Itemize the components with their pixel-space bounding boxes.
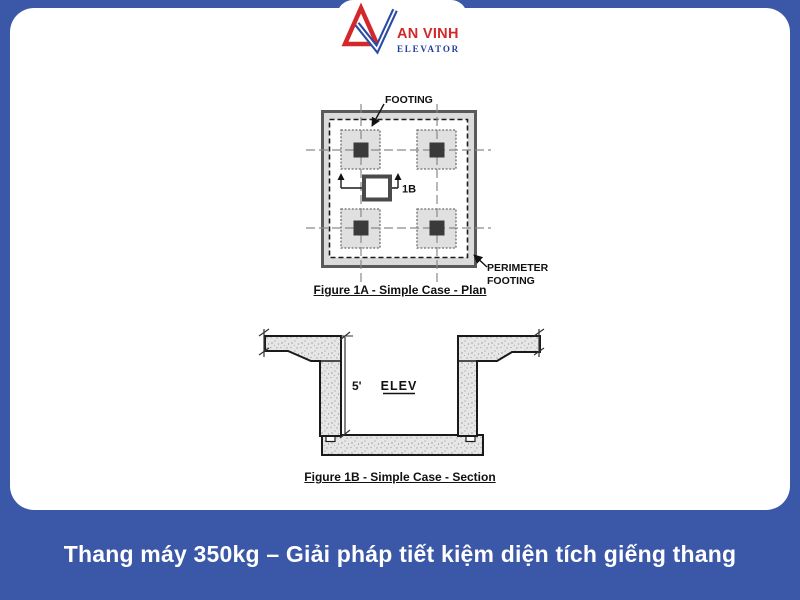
right-slab-and-wall <box>458 336 540 436</box>
column-bottom-right <box>430 221 445 236</box>
an-vinh-logo-icon <box>339 2 399 56</box>
depth-dimension-label: 5' <box>352 379 362 393</box>
section-marker-label: 1B <box>402 183 417 196</box>
elevator-plan-square <box>364 177 390 200</box>
figure-section-caption: Figure 1B - Simple Case - Section <box>304 470 496 484</box>
logo-badge <box>337 0 467 76</box>
logo-company-name: AN VINH <box>397 26 459 42</box>
footing-label: FOOTING <box>385 94 433 106</box>
perimeter-footing-label-line2: FOOTING <box>487 275 535 287</box>
column-bottom-left <box>354 221 369 236</box>
column-top-right <box>430 143 445 158</box>
figure-section-drawing <box>253 320 547 462</box>
column-top-left <box>354 143 369 158</box>
left-slab-and-wall <box>265 336 341 436</box>
banner-title: Thang máy 350kg – Giải pháp tiết kiệm diện tích giếng thang <box>63 541 737 567</box>
figure-plan-drawing <box>295 88 560 304</box>
logo-text-block <box>397 26 465 54</box>
elevator-label: ELEV <box>380 379 418 393</box>
perimeter-footing-label-line1: PERIMETER <box>487 262 549 274</box>
pit-bottom-slab <box>322 435 483 455</box>
logo-company-subtitle: ELEVATOR <box>397 44 460 54</box>
figure-plan-caption: Figure 1A - Simple Case - Plan <box>313 283 487 297</box>
